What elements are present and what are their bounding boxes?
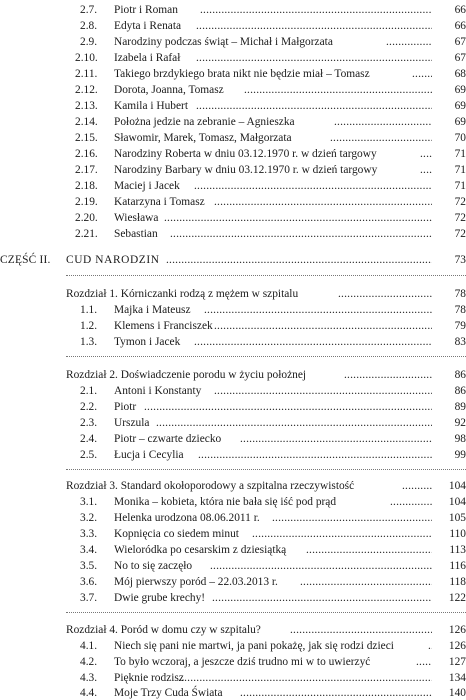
dot-leader (214, 384, 432, 398)
toc-row: 2.9. Narodziny podczas świąt – Michał i Małgorzata ..... 67 (0, 35, 466, 49)
toc-row: 3.4. Wieloródka po cesarskim z dziesiątką ..... 113 (0, 543, 466, 557)
dot-leader (386, 35, 432, 49)
dot-leader (204, 303, 432, 317)
dot-leader (200, 3, 432, 17)
dot-leader (412, 67, 432, 81)
dot-leader (196, 99, 432, 113)
toc-row: 2.2. Piotr ..... 89 (0, 400, 466, 414)
dot-leader (144, 400, 432, 414)
dot-leader (244, 83, 432, 97)
dot-leader (214, 319, 432, 333)
toc-row: 3.7. Dwie grube krechy! ..... 122 (0, 591, 466, 605)
toc-row: 4.4. Moje Trzy Cuda Świata ..... 140 (0, 686, 466, 700)
dot-leader (170, 227, 432, 241)
toc-row: 4.3. Piękniе rodzisz ..... 134 (0, 671, 466, 685)
dot-leader (210, 559, 432, 573)
dot-leader (338, 287, 432, 301)
toc-row: 2.19. Katarzyna i Tomasz ..... 72 (0, 195, 466, 209)
dot-leader (164, 211, 432, 225)
toc-row: 2.4. Piotr – czwarte dziecko ..... 98 (0, 432, 466, 446)
toc-row: 1.3. Tymon i Jacek ..... 83 (0, 335, 466, 349)
toc-row: 2.15. Sławomir, Marek, Tomasz, Małgorzata ..... 70 (0, 131, 466, 145)
dot-leader (334, 115, 432, 129)
section-divider (66, 469, 466, 470)
dot-leader (178, 671, 432, 685)
dot-leader (214, 195, 432, 209)
toc-row: 2.5. Łucja i Cecylia ..... 99 (0, 448, 466, 462)
chapter-heading: Rozdział 4. Poród w domu czy w szpitalu? ..... 126 (0, 623, 466, 637)
dot-leader (420, 147, 432, 161)
chapter-heading: Rozdział 1. Kórniczanki rodzą z mężem w szpitalu ..... 78 (0, 287, 466, 301)
toc-row: 2.11. Takiego brzdykiego brata nikt nie będzie miał – Tomasz ..... 68 (0, 67, 466, 81)
dot-leader (272, 511, 432, 525)
toc-row: 2.10. Izabela i Rafał ..... 67 (0, 51, 466, 65)
toc-row: 2.1. Antoni i Konstanty ..... 86 (0, 384, 466, 398)
section-divider (66, 612, 466, 613)
dot-leader (390, 495, 432, 509)
toc-row: 2.8. Edyta i Renata ..... 66 (0, 19, 466, 33)
toc-row: 1.2. Klemens i Franciszek ..... 79 (0, 319, 466, 333)
dot-leader (166, 253, 432, 267)
toc-row: 3.5. No to się zaczęło ..... 116 (0, 559, 466, 573)
dot-leader (416, 655, 432, 669)
dot-leader (240, 432, 432, 446)
toc-row: 2.3. Urszula ..... 92 (0, 416, 466, 430)
toc-row: 3.6. Mój pierwszy poród – 22.03.2013 r. ..... 118 (0, 575, 466, 589)
dot-leader (290, 623, 432, 637)
toc-row: 2.14. Położna jedzie na zebranie – Agnieszka ..... 69 (0, 115, 466, 129)
toc-row: 3.1. Monika – kobieta, która nie bała się iść pod prąd ..... 104 (0, 495, 466, 509)
dot-leader (212, 591, 432, 605)
dot-leader (330, 131, 432, 145)
dot-leader (196, 19, 432, 33)
toc-row: 2.16. Narodziny Roberta w dniu 03.12.1970 r. w dzień targowy ..... 71 (0, 147, 466, 161)
dot-leader (252, 527, 432, 541)
chapter-heading: Rozdział 2. Doświadczenie porodu w życiu położnej ..... 86 (0, 368, 466, 382)
dot-leader (306, 543, 432, 557)
toc-row: 2.20. Wiesława ..... 72 (0, 211, 466, 225)
section-divider (66, 356, 466, 357)
toc-row: 1.1. Majka i Mateusz ..... 78 (0, 303, 466, 317)
section-divider (66, 275, 466, 276)
toc-row: 2.12. Dorota, Joanna, Tomasz ..... 69 (0, 83, 466, 97)
dot-leader (198, 448, 432, 462)
dot-leader (194, 179, 432, 193)
part-heading: CZĘŚĆ II. CUD NARODZIN ..... 73 (0, 253, 466, 267)
dot-leader (420, 163, 432, 177)
toc-row: 3.2. Helenka urodzona 08.06.2011 r. ..... 105 (0, 511, 466, 525)
dot-leader (196, 51, 432, 65)
dot-leader (300, 575, 432, 589)
chapter-heading: Rozdział 3. Standard okołoporodowy a szpitalna rzeczywistość ..... 104 (0, 479, 466, 493)
dot-leader (156, 416, 432, 430)
dot-leader (402, 479, 432, 493)
toc-row: 3.3. Kopnięcia co siedem minut ..... 110 (0, 527, 466, 541)
dot-leader (194, 335, 432, 349)
toc-row: 2.7. Piotr i Roman ..... 66 (0, 3, 466, 17)
toc-row: 2.17. Narodziny Barbary w dniu 03.12.1970 r. w dzień targowy ..... 71 (0, 163, 466, 177)
toc-row: 2.18. Maciej i Jacek ..... 71 (0, 179, 466, 193)
toc-row: 4.1. Niech się pani nie martwi, ja pani pokażę, jak się rodzi dzieci ..... 126 (0, 639, 466, 653)
dot-leader (428, 639, 432, 653)
dot-leader (344, 368, 432, 382)
toc-row: 2.21. Sebastian ..... 72 (0, 227, 466, 241)
toc-row: 4.2. To było wczoraj, a jeszcze dziś trudno mi w to uwierzyć ..... 127 (0, 655, 466, 669)
dot-leader (240, 686, 432, 700)
toc-row: 2.13. Kamila i Hubert ..... 69 (0, 99, 466, 113)
